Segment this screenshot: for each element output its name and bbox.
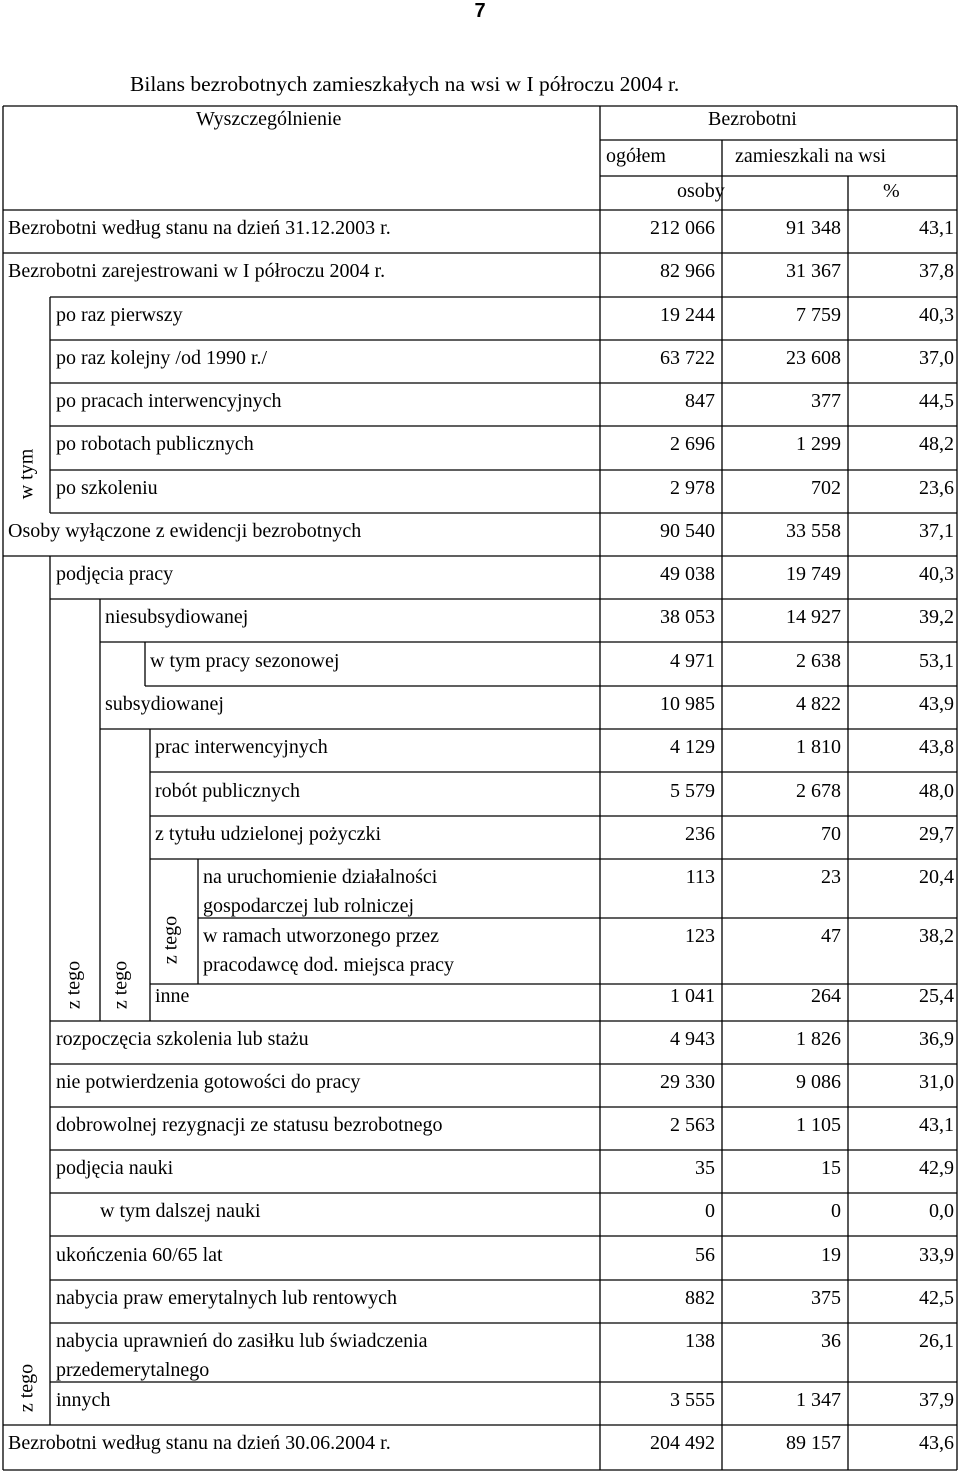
cell-rural: 264 <box>811 985 841 1007</box>
header-rural-residents: zamieszkali na wsi <box>735 145 887 167</box>
row-label-continued: gospodarczej lub rolniczej <box>203 895 415 917</box>
cell-percent: 29,7 <box>919 823 954 845</box>
cell-rural: 9 086 <box>796 1071 841 1093</box>
row-label: rozpoczęcia szkolenia lub stażu <box>56 1028 309 1050</box>
cell-rural: 2 638 <box>796 650 841 672</box>
cell-rural: 1 810 <box>796 736 841 758</box>
cell-total: 63 722 <box>660 347 715 369</box>
row-label: po raz kolejny /od 1990 r./ <box>56 347 268 369</box>
cell-percent: 43,1 <box>919 217 954 239</box>
cell-percent: 48,2 <box>919 433 954 455</box>
cell-rural: 19 749 <box>786 563 841 585</box>
cell-percent: 40,3 <box>919 563 954 585</box>
header-specification: Wyszczególnienie <box>196 108 342 130</box>
cell-total: 82 966 <box>660 260 715 282</box>
cell-percent: 26,1 <box>919 1330 954 1352</box>
cell-total: 204 492 <box>650 1432 715 1454</box>
cell-percent: 0,0 <box>929 1200 954 1222</box>
cell-total: 2 563 <box>670 1114 715 1136</box>
cell-total: 882 <box>685 1287 715 1309</box>
cell-total: 138 <box>685 1330 715 1352</box>
cell-rural: 36 <box>821 1330 841 1352</box>
cell-rural: 4 822 <box>796 693 841 715</box>
cell-total: 4 129 <box>670 736 715 758</box>
row-label: subsydiowanej <box>105 693 224 715</box>
cell-total: 123 <box>685 925 715 947</box>
cell-percent: 23,6 <box>919 477 954 499</box>
cell-total: 3 555 <box>670 1389 715 1411</box>
row-label: w ramach utworzonego przez <box>203 925 439 947</box>
row-label: podjęcia nauki <box>56 1157 174 1179</box>
cell-total: 49 038 <box>660 563 715 585</box>
row-label: Bezrobotni według stanu na dzień 31.12.2003 r. <box>8 217 391 239</box>
header-total: ogółem <box>606 145 666 167</box>
cell-total: 2 696 <box>670 433 715 455</box>
cell-rural: 375 <box>811 1287 841 1309</box>
cell-rural: 0 <box>831 1200 841 1222</box>
row-label: nabycia praw emerytalnych lub rentowych <box>56 1287 397 1309</box>
cell-percent: 43,8 <box>919 736 954 758</box>
header-unit-persons: osoby <box>677 180 725 202</box>
cell-percent: 36,9 <box>919 1028 954 1050</box>
cell-rural: 23 <box>821 866 841 888</box>
row-label: po szkoleniu <box>56 477 158 499</box>
cell-percent: 31,0 <box>919 1071 954 1093</box>
cell-rural: 33 558 <box>786 520 841 542</box>
cell-total: 19 244 <box>660 304 715 326</box>
cell-percent: 43,9 <box>919 693 954 715</box>
side-label-z-tego-work: z tego <box>62 960 85 1010</box>
cell-total: 4 943 <box>670 1028 715 1050</box>
row-label: Bezrobotni zarejestrowani w I półroczu 2004 r. <box>8 260 386 282</box>
cell-percent: 37,9 <box>919 1389 954 1411</box>
cell-rural: 89 157 <box>786 1432 841 1454</box>
row-label: prac interwencyjnych <box>155 736 328 758</box>
row-label: w tym dalszej nauki <box>100 1200 261 1222</box>
cell-percent: 48,0 <box>919 780 954 802</box>
cell-total: 90 540 <box>660 520 715 542</box>
row-label: po robotach publicznych <box>56 433 254 455</box>
cell-rural: 91 348 <box>786 217 841 239</box>
cell-rural: 7 759 <box>796 304 841 326</box>
cell-total: 56 <box>695 1244 715 1266</box>
row-label: na uruchomienie działalności <box>203 866 438 888</box>
row-label: Bezrobotni według stanu na dzień 30.06.2004 r. <box>8 1432 391 1454</box>
row-label-continued: przedemerytalnego <box>56 1359 210 1381</box>
cell-total: 1 041 <box>670 985 715 1007</box>
row-label: podjęcia pracy <box>56 563 174 585</box>
row-label: innych <box>56 1389 111 1411</box>
cell-total: 212 066 <box>650 217 715 239</box>
cell-rural: 377 <box>811 390 841 412</box>
row-label: Osoby wyłączone z ewidencji bezrobotnych <box>8 520 362 542</box>
cell-percent: 25,4 <box>919 985 954 1007</box>
cell-percent: 37,0 <box>919 347 954 369</box>
cell-total: 10 985 <box>660 693 715 715</box>
cell-percent: 42,9 <box>919 1157 954 1179</box>
cell-rural: 70 <box>821 823 841 845</box>
side-label-z-tego-loan: z tego <box>159 915 182 965</box>
cell-rural: 19 <box>821 1244 841 1266</box>
row-label: inne <box>155 985 190 1007</box>
row-label: dobrowolnej rezygnacji ze statusu bezrobotnego <box>56 1114 443 1136</box>
cell-total: 4 971 <box>670 650 715 672</box>
cell-total: 0 <box>705 1200 715 1222</box>
row-label: nie potwierdzenia gotowości do pracy <box>56 1071 361 1093</box>
cell-percent: 43,6 <box>919 1432 954 1454</box>
side-label-z-tego-outer: z tego <box>15 1363 38 1413</box>
cell-percent: 53,1 <box>919 650 954 672</box>
cell-percent: 43,1 <box>919 1114 954 1136</box>
cell-rural: 14 927 <box>786 606 841 628</box>
row-label: ukończenia 60/65 lat <box>56 1244 223 1266</box>
cell-percent: 40,3 <box>919 304 954 326</box>
cell-percent: 33,9 <box>919 1244 954 1266</box>
cell-rural: 2 678 <box>796 780 841 802</box>
row-label: nabycia uprawnień do zasiłku lub świadczenia <box>56 1330 428 1352</box>
table-title: Bilans bezrobotnych zamieszkałych na wsi w I półroczu 2004 r. <box>130 72 680 96</box>
cell-total: 236 <box>685 823 715 845</box>
side-label-z-tego-subsidized: z tego <box>109 960 132 1010</box>
cell-rural: 1 826 <box>796 1028 841 1050</box>
cell-percent: 20,4 <box>919 866 954 888</box>
cell-percent: 37,1 <box>919 520 954 542</box>
side-label-w-tym: w tym <box>15 448 38 500</box>
cell-percent: 44,5 <box>919 390 954 412</box>
cell-percent: 42,5 <box>919 1287 954 1309</box>
row-label: po pracach interwencyjnych <box>56 390 282 412</box>
cell-rural: 15 <box>821 1157 841 1179</box>
row-label: w tym pracy sezonowej <box>150 650 340 672</box>
cell-percent: 39,2 <box>919 606 954 628</box>
cell-total: 2 978 <box>670 477 715 499</box>
cell-rural: 1 347 <box>796 1389 841 1411</box>
cell-total: 29 330 <box>660 1071 715 1093</box>
cell-total: 847 <box>685 390 715 412</box>
row-label: robót publicznych <box>155 780 300 802</box>
row-label: niesubsydiowanej <box>105 606 249 628</box>
header-unit-percent: % <box>883 180 900 202</box>
cell-rural: 47 <box>821 925 841 947</box>
cell-total: 35 <box>695 1157 715 1179</box>
row-label-continued: pracodawcę dod. miejsca pracy <box>203 954 454 976</box>
cell-percent: 38,2 <box>919 925 954 947</box>
row-label: z tytułu udzielonej pożyczki <box>155 823 382 845</box>
cell-rural: 23 608 <box>786 347 841 369</box>
page-number: 7 <box>474 0 486 22</box>
cell-rural: 1 105 <box>796 1114 841 1136</box>
cell-total: 5 579 <box>670 780 715 802</box>
header-unemployed: Bezrobotni <box>708 108 797 130</box>
cell-percent: 37,8 <box>919 260 954 282</box>
cell-total: 113 <box>685 866 715 888</box>
cell-rural: 31 367 <box>786 260 841 282</box>
cell-rural: 1 299 <box>796 433 841 455</box>
cell-total: 38 053 <box>660 606 715 628</box>
cell-rural: 702 <box>811 477 841 499</box>
row-label: po raz pierwszy <box>56 304 183 326</box>
